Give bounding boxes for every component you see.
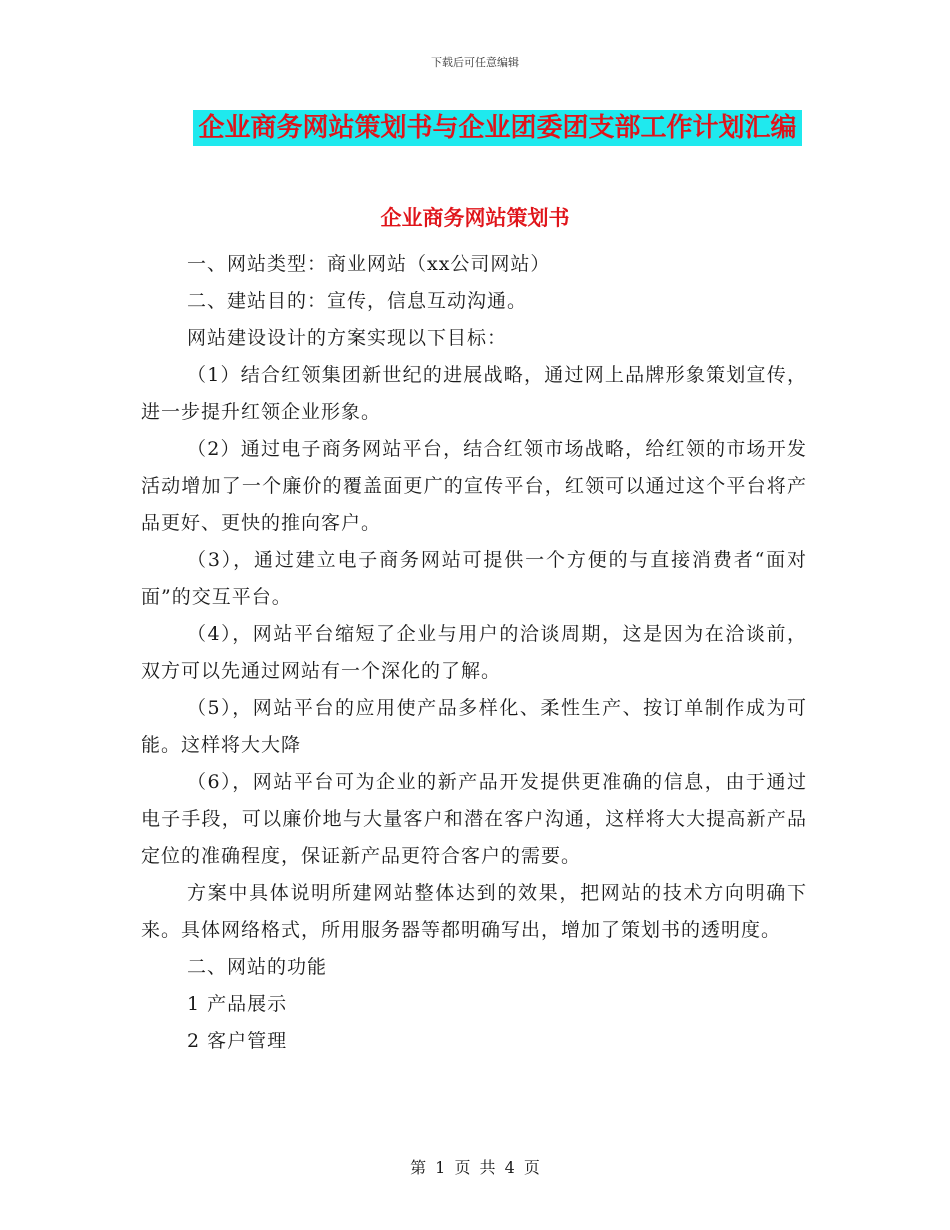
paragraph-functions-heading: 二、网站的功能 bbox=[187, 956, 328, 978]
list-item-customer-management: 2 客户管理 bbox=[187, 1030, 288, 1052]
paragraph-goal-1: （1）结合红领集团新世纪的进展战略，通过网上品牌形象策划宣传，进一步提升红领企业形象。 bbox=[141, 364, 807, 423]
paragraph-goals-intro: 网站建设设计的方案实现以下目标： bbox=[187, 327, 508, 349]
document-title: 企业商务网站策划书与企业团委团支部工作计划汇编 bbox=[193, 110, 802, 146]
document-body bbox=[141, 246, 807, 1060]
paragraph-goal-4: （4），网站平台缩短了企业与用户的洽谈周期，这是因为在洽谈前，双方可以先通过网站有一个深化的了解。 bbox=[141, 623, 807, 682]
paragraph-goal-3: （3），通过建立电子商务网站可提供一个方便的与直接消费者“面对面”的交互平台。 bbox=[141, 549, 807, 608]
paragraph-site-purpose: 二、建站目的：宣传，信息互动沟通。 bbox=[187, 290, 528, 312]
paragraph-goal-6: （6），网站平台可为企业的新产品开发提供更准确的信息，由于通过电子手段，可以廉价地与大量客户和潜在客户沟通，这样将大大提高新产品定位的准确程度，保证新产品更符合客户的需要。 bbox=[141, 771, 807, 867]
section-title: 企业商务网站策划书 bbox=[380, 206, 570, 230]
header-note: 下载后可任意编辑 bbox=[431, 56, 519, 69]
page-number-footer: 第 1 页 共 4 页 bbox=[410, 1158, 540, 1177]
paragraph-goal-5: （5），网站平台的应用使产品多样化、柔性生产、按订单制作成为可能。这样将大大降 bbox=[141, 697, 807, 756]
paragraph-goal-2: （2）通过电子商务网站平台，结合红领市场战略，给红领的市场开发活动增加了一个廉价的覆盖面更广的宣传平台，红领可以通过这个平台将产品更好、更快的推向客户。 bbox=[141, 438, 807, 534]
paragraph-site-type: 一、网站类型：商业网站（xx公司网站） bbox=[187, 253, 551, 275]
paragraph-plan-details: 方案中具体说明所建网站整体达到的效果，把网站的技术方向明确下来。具体网络格式，所用服务器等都明确写出，增加了策划书的透明度。 bbox=[141, 882, 807, 941]
list-item-product-display: 1 产品展示 bbox=[187, 993, 288, 1015]
